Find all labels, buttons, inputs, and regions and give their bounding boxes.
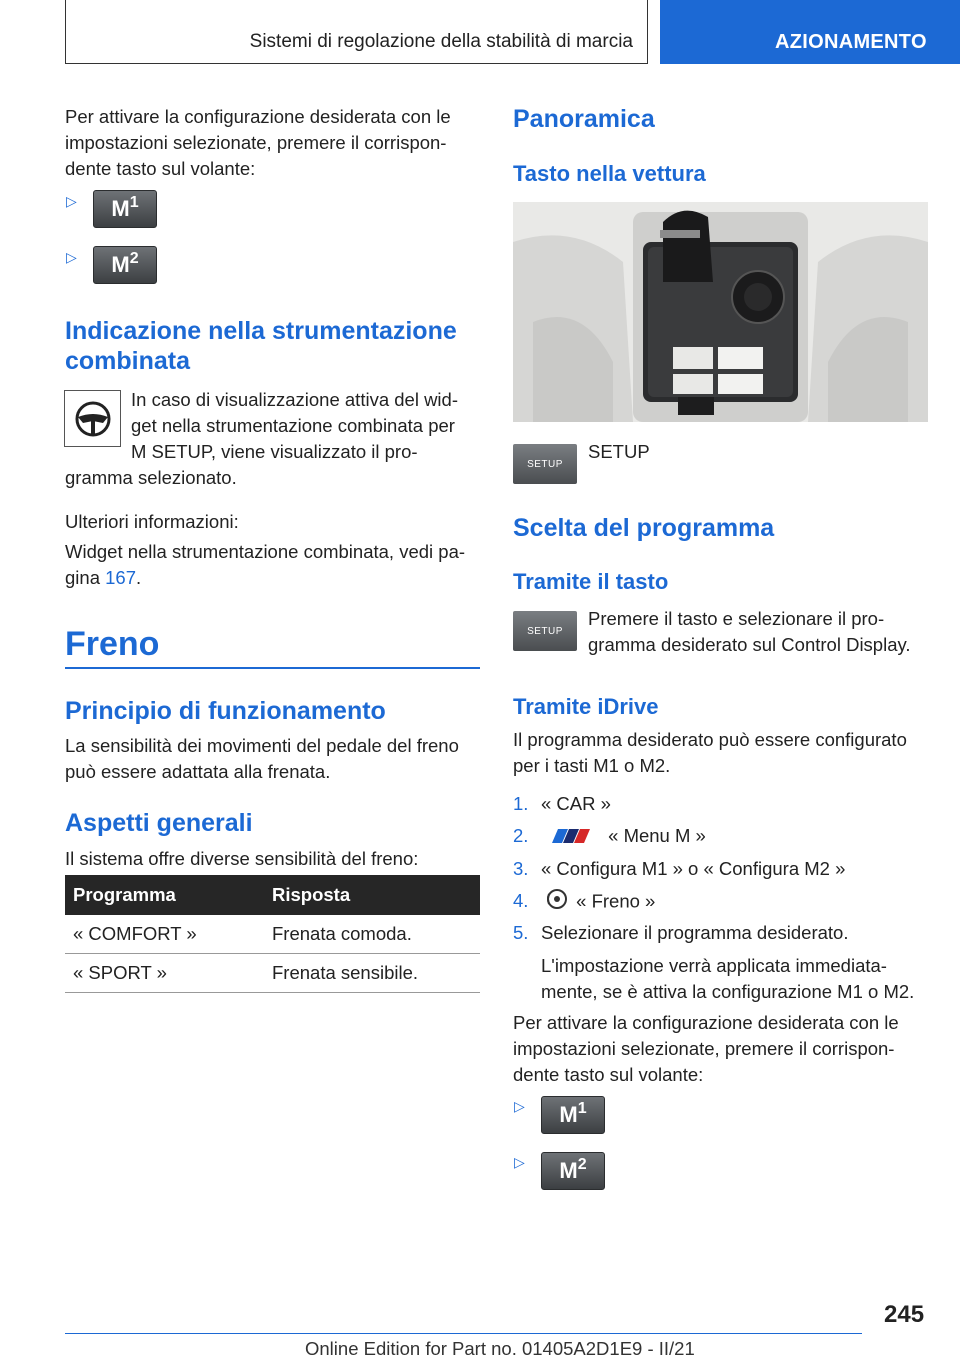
tasto-paragraph: Premere il tasto e selezionare il pro- gramma desiderato sul Control Display. (588, 608, 911, 655)
footer-rule (65, 1333, 862, 1334)
header-chapter-tab (660, 0, 960, 64)
intro-paragraph (65, 104, 485, 182)
heading-indicazione: Indicazione nella strumentazione combinata (65, 317, 457, 375)
table-row (65, 915, 480, 954)
text-line: impostazioni selezionate, premere il corrispon- (65, 132, 447, 153)
brake-program-table (65, 875, 480, 993)
heading-tasto-vettura: Tasto nella vettura (513, 161, 706, 186)
heading-freno: Freno (65, 625, 160, 663)
section-title: Sistemi di regolazione della stabilità di marcia (249, 31, 633, 52)
header-section-box (65, 0, 648, 64)
table-row (65, 954, 480, 993)
setup-key-icon: SETUP (513, 444, 577, 484)
bullet-triangle-icon: ▷ (514, 1154, 525, 1170)
setup-caption: SETUP (588, 441, 650, 462)
edition-text: Online Edition for Part no. 01405A2D1E9 - II/21 (305, 1338, 695, 1359)
heading-principio: Principio di funzionamento (65, 697, 386, 725)
bullet-triangle-icon: ▷ (66, 249, 77, 265)
text-line: Per attivare la configurazione desiderata con le (65, 106, 451, 127)
table-cell: Frenata sensibile. (264, 954, 480, 993)
text-line: gramma selezionato. (65, 467, 237, 488)
column-header: Risposta (264, 875, 480, 915)
step-item: 3. « Configura M1 » o « Configura M2 » (513, 858, 846, 879)
brake-disc-icon (546, 888, 568, 917)
table-cell: Frenata comoda. (264, 915, 480, 954)
center-console-photo (513, 202, 928, 422)
setup-key-icon: SETUP (513, 611, 577, 651)
step-note: L'impostazione verrà applicata immediata- mente, se è attiva la configurazione M1 o M2. (541, 955, 915, 1002)
bullet-triangle-icon: ▷ (66, 193, 77, 209)
table-cell: « SPORT » (65, 954, 264, 993)
heading-aspetti: Aspetti generali (65, 809, 253, 837)
page-number: 245 (884, 1301, 925, 1328)
further-info-label: Ulteriori informazioni: (65, 511, 239, 532)
step-item: 4. « Freno » (513, 888, 655, 917)
heading-panoramica: Panoramica (513, 105, 655, 133)
m1-key-icon: M $^1$ (93, 190, 157, 228)
bullet-triangle-icon: ▷ (514, 1098, 525, 1114)
aspetti-text: Il sistema offre diverse sensibilità del freno: (65, 848, 419, 869)
page-link[interactable]: 167 (105, 567, 136, 588)
table-header-row (65, 875, 480, 915)
m1-key-icon: M $^1$ (541, 1096, 605, 1134)
column-header: Programma (65, 875, 264, 915)
widget-paragraph: Widget nella strumentazione combinata, vedi pa- gina 167. (65, 541, 466, 588)
m2-key-icon: M $^2$ (541, 1152, 605, 1190)
steering-wheel-icon (64, 390, 121, 447)
table-cell: « COMFORT » (65, 915, 264, 954)
step-item: 1. « CAR » (513, 793, 611, 814)
heading-rule (65, 667, 480, 669)
indicazione-paragraph: In caso di visualizzazione attiva del wid- get nella strumentazione combinata per M SETUP, viene visualizzato il pro- (131, 389, 458, 462)
m-stripes-icon (546, 824, 602, 850)
heading-scelta: Scelta del programma (513, 514, 775, 542)
chapter-title: AZIONAMENTO (775, 31, 927, 53)
step-item: 2. « Menu M » (513, 823, 706, 850)
principio-paragraph: La sensibilità dei movimenti del pedale del freno può essere adattata alla frenata. (65, 735, 459, 782)
heading-tramite-idrive: Tramite iDrive (513, 694, 659, 719)
text-line: dente tasto sul volante: (65, 158, 256, 179)
heading-tramite-tasto: Tramite il tasto (513, 569, 669, 594)
idrive-paragraph: Il programma desiderato può essere configurato per i tasti M1 o M2. (513, 729, 907, 776)
outro-paragraph: Per attivare la configurazione desiderata con le impostazioni selezionate, premere il corrispon- dente tasto sul volante: (513, 1012, 899, 1085)
step-item: 5. Selezionare il programma desiderato. (513, 922, 849, 943)
m2-key-icon: M $^2$ (93, 246, 157, 284)
